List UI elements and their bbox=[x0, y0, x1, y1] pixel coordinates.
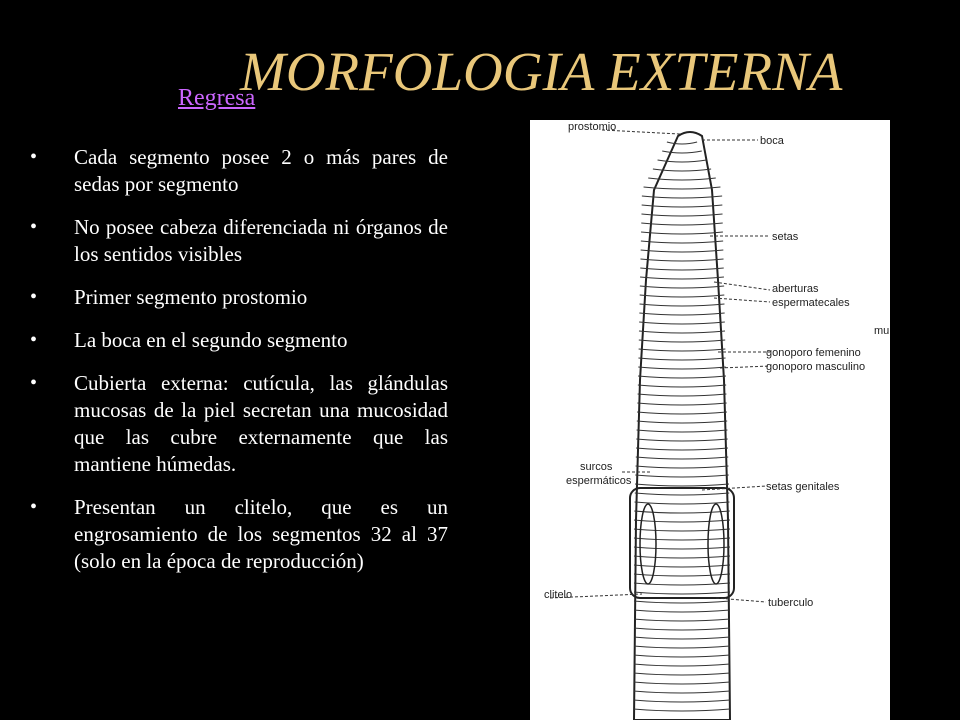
bullet-item: • Cubierta externa: cutícula, las glándulas mucosas de la piel secretan una mucosidad que las cubre externamente que las mantiene húmedas. bbox=[30, 370, 448, 478]
label-setas: setas bbox=[772, 231, 799, 243]
bullet-item: • No posee cabeza diferenciada ni órganos de los sentidos visibles bbox=[30, 214, 448, 268]
bullet-list bbox=[30, 144, 448, 591]
bullet-item: • Primer segmento prostomio bbox=[30, 284, 448, 311]
label-aberturas: aberturas bbox=[772, 283, 819, 295]
label-gonoporo-femenino: gonoporo femenino bbox=[766, 347, 861, 359]
earthworm-svg bbox=[530, 120, 890, 720]
bullet-item: • Presentan un clitelo, que es un engrosamiento de los segmentos 32 al 37 (solo en la época de reproducción) bbox=[30, 494, 448, 575]
label-tuberculo: tuberculo bbox=[768, 597, 814, 609]
earthworm-diagram bbox=[530, 120, 890, 720]
back-link[interactable]: Regresa bbox=[178, 85, 256, 111]
label-boca: boca bbox=[760, 135, 784, 147]
label-prostomio: prostomio bbox=[568, 121, 617, 133]
bullet-item: • Cada segmento posee 2 o más pares de sedas por segmento bbox=[30, 144, 448, 198]
label-clitelo: clitelo bbox=[544, 589, 573, 601]
bullet-item: • La boca en el segundo segmento bbox=[30, 327, 448, 354]
label-espermatecales: espermatecales bbox=[772, 297, 850, 309]
worm-body-outline bbox=[634, 132, 730, 720]
label-gonoporo-masculino: gonoporo masculino bbox=[766, 361, 866, 373]
label-setas-genitales: setas genitales bbox=[766, 481, 840, 493]
label-espermaticos: espermáticos bbox=[566, 475, 632, 487]
label-surcos: surcos bbox=[580, 461, 613, 473]
label-mu: mu bbox=[874, 325, 890, 337]
slide-title: MORFOLOGIA EXTERNA bbox=[240, 41, 843, 102]
